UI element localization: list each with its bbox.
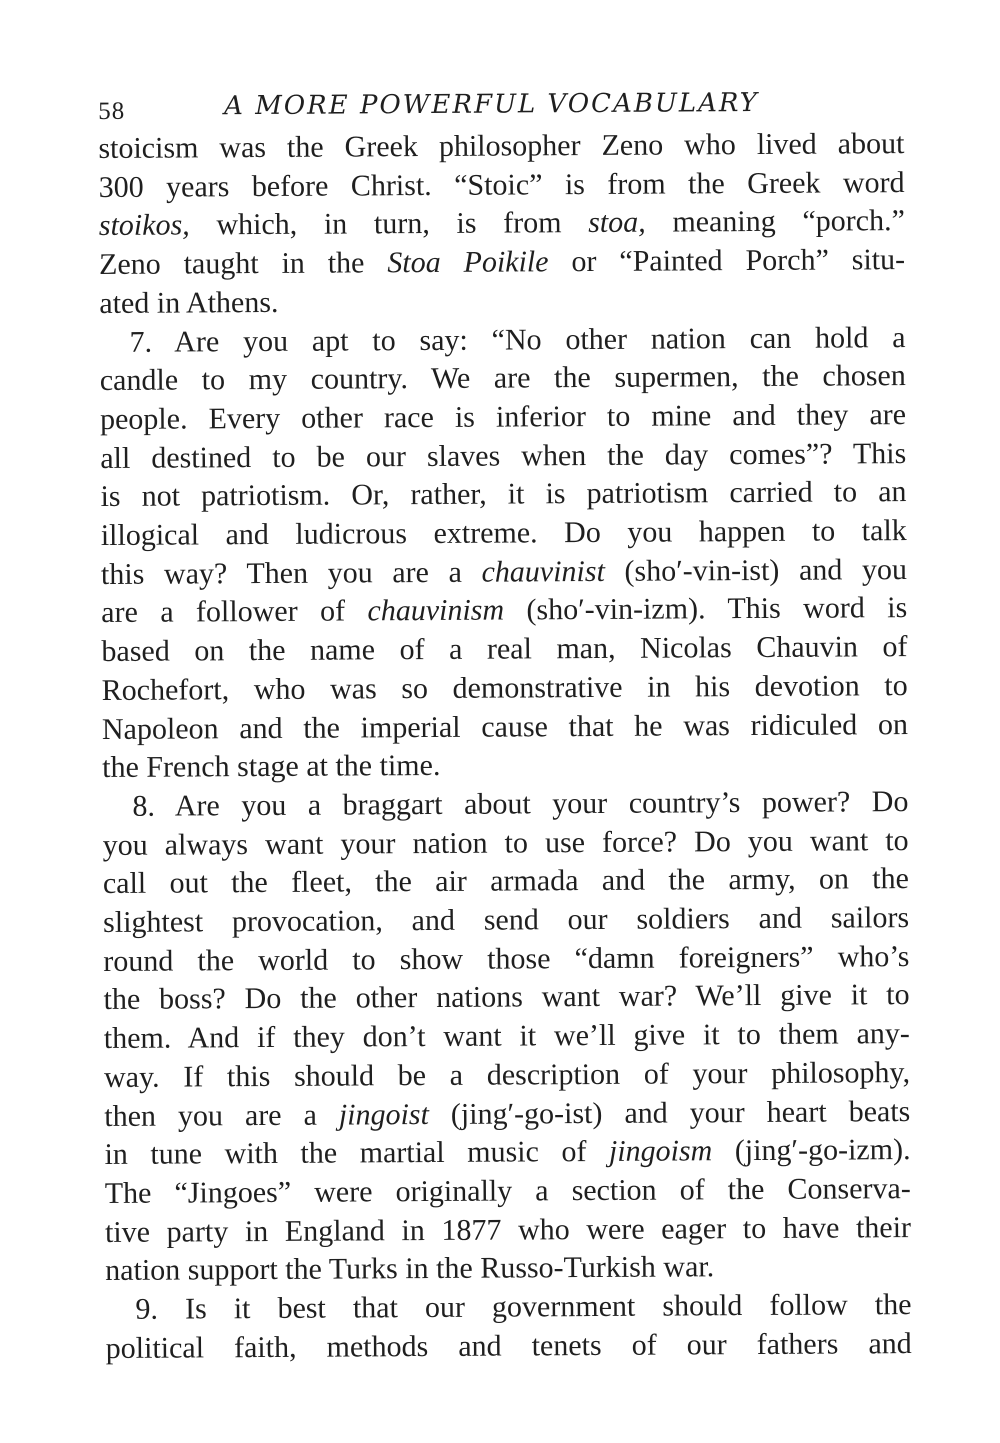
text-segment: call out the fleet, the air armada and the army, on the [102,862,909,901]
text-line [102,783,908,827]
text-segment: are a follower of [101,594,368,630]
text-segment: people. Every other race is inferior to mine and they are [99,397,907,436]
text-line [105,1209,911,1253]
text-segment: all destined to be our slaves when the day comes”? This [100,436,907,475]
text-line [101,590,907,634]
text-line [104,1131,910,1175]
text-line [100,396,906,440]
text-segment: round the world to show those “damn foreigners” who’s [103,939,910,978]
text-segment: the French stage at the time. [102,749,441,785]
text-line [105,1286,911,1330]
text-line [103,899,909,943]
text-line [100,473,906,517]
text-segment: (sho′-vin-ist) and you [604,552,908,588]
text-segment: candle to my country. We are the supermen, the chosen [99,359,906,398]
book-page [98,79,912,1368]
text-line [99,319,905,363]
text-segment: The “Jingoes” were originally a section of the Conserva- [104,1172,911,1210]
italic-term: stoikos, [98,208,190,243]
text-line [98,125,904,169]
text-line [103,860,909,904]
page-header [98,79,904,130]
text-segment: slightest provocation, and send our soldiers and sailors [103,901,910,940]
text-line [101,512,907,556]
text-segment: the boss? Do the other nations want war? We’ll give it to [103,978,910,1017]
text-segment: in tune with the martial music of [104,1135,610,1172]
text-line [106,1325,912,1369]
text-segment: (sho′-vin-izm). This word is [503,591,908,627]
text-segment: nation support the Turks in the Russo-Turkish war. [105,1250,715,1288]
text-segment: illogical and ludicrous extreme. Do you happen to talk [100,514,907,553]
text-segment: then you are a [104,1098,339,1133]
text-segment: (jing′-go-ist) and your heart beats [428,1094,911,1131]
text-segment: them. And if they don’t want it we’ll give it to them any- [103,1017,910,1056]
text-line [100,435,906,479]
text-segment: 8. Are you a braggart about your country’s power? Do [132,785,909,823]
text-line [101,628,907,672]
text-line [103,938,909,982]
text-segment: this way? Then you are a [100,555,482,591]
text-segment: which, in turn, is from [189,206,589,242]
running-head: A MORE POWERFUL VOCABULARY [224,87,759,122]
italic-term: jingoist [338,1097,429,1132]
text-segment: political faith, methods and tenets of our fathers and [105,1326,912,1365]
text-segment: or “Painted Porch” situ- [548,243,906,279]
text-line [105,1170,911,1214]
text-line [101,551,907,595]
text-line [105,1247,911,1291]
text-line [102,706,908,750]
text-segment: Zeno taught in the [99,246,388,282]
text-line [99,202,905,246]
text-segment: meaning “porch.” [645,204,905,240]
text-line [104,1093,910,1137]
text-line [102,667,908,711]
text-line [100,357,906,401]
text-line [103,977,909,1021]
text-segment: 300 years before Christ. “Stoic” is from the Greek word [98,165,905,204]
body-text [98,125,912,1368]
text-segment: you always want your nation to use force? Do you want to [102,823,909,862]
text-segment: stoicism was the Greek philosopher Zeno who lived about [98,127,905,165]
text-segment: 7. Are you apt to say: “No other nation can hold a [129,320,906,359]
text-segment: is not patriotism. Or, rather, it is patriotism carried to an [100,475,907,514]
text-segment: Rochefort, who was so demonstrative in his devotion to [101,668,908,707]
italic-term: jingoism [608,1134,713,1169]
text-segment: (jing′-go-izm). [712,1133,911,1168]
text-segment: based on the name of a real man, Nicolas Chauvin of [101,630,908,669]
text-line [103,822,909,866]
text-line [104,1054,910,1098]
text-line [99,164,905,208]
italic-term: stoa, [588,206,646,240]
italic-term: chauvinist [481,554,605,589]
italic-term: chauvinism [367,593,505,628]
text-line [104,1015,910,1059]
italic-term: Stoa Poikile [387,245,549,280]
text-segment: Napoleon and the imperial cause that he was ridiculed on [101,707,909,746]
text-segment: way. If this should be a description of your philosophy, [103,1055,911,1094]
text-line [102,744,908,788]
text-segment: ated in Athens. [99,285,279,320]
text-segment: tive party in England in 1877 who were eager to have their [104,1210,912,1249]
page-number: 58 [98,97,126,125]
text-line [99,241,905,285]
text-line [99,280,905,324]
text-segment: 9. Is it best that our government should follow the [135,1288,912,1326]
